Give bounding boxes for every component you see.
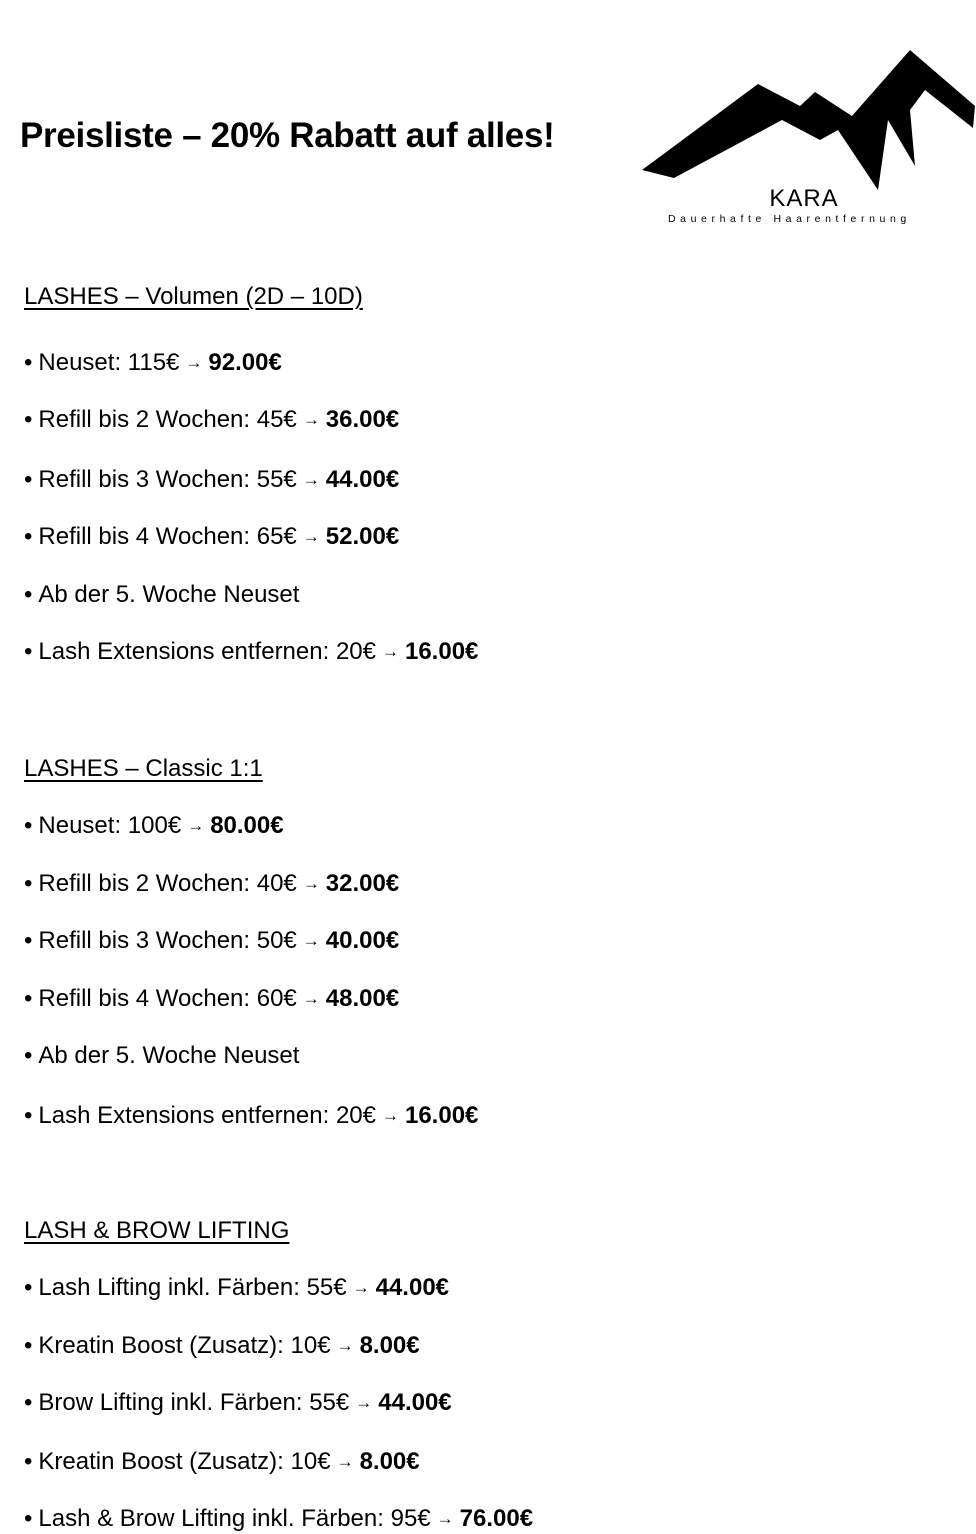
item-label: Lash Lifting inkl. Färben: <box>38 1274 300 1301</box>
new-price: 32.00€ <box>325 870 400 897</box>
item-label: Lash Extensions entfernen: <box>38 638 330 665</box>
section-heading-classic: LASHES – Classic 1:1 <box>24 755 263 782</box>
arrow-icon: → <box>336 1452 354 1471</box>
item-label: Ab der 5. Woche Neuset <box>38 581 300 608</box>
price-item <box>24 872 399 896</box>
old-price: 20€ <box>335 1102 376 1129</box>
price-item <box>24 525 399 549</box>
old-price: 50€ <box>256 927 297 954</box>
price-item <box>24 1104 478 1128</box>
old-price: 100€ <box>127 812 182 839</box>
new-price: 80.00€ <box>210 812 284 839</box>
price-item <box>24 583 299 607</box>
item-label: Refill bis 4 Wochen: <box>38 523 251 550</box>
arrow-icon: → <box>302 527 320 546</box>
new-price: 44.00€ <box>375 1274 450 1301</box>
new-price: 92.00€ <box>208 349 282 376</box>
bullet: • <box>24 1505 33 1532</box>
price-item <box>24 1044 299 1068</box>
arrow-icon: → <box>187 816 205 835</box>
price-item <box>24 1334 420 1358</box>
bullet: • <box>24 1102 33 1129</box>
arrow-icon: → <box>185 353 203 372</box>
mountain-icon <box>640 48 976 198</box>
old-price: 115€ <box>127 349 180 376</box>
new-price: 16.00€ <box>404 1102 479 1129</box>
new-price: 8.00€ <box>359 1332 420 1359</box>
old-price: 40€ <box>256 870 297 897</box>
old-price: 20€ <box>335 638 376 665</box>
old-price: 60€ <box>256 985 297 1012</box>
arrow-icon: → <box>352 1278 370 1297</box>
bullet: • <box>24 1389 33 1416</box>
section-heading-volumen: LASHES – Volumen (2D – 10D) <box>24 283 363 310</box>
price-item <box>24 408 399 432</box>
price-item <box>24 929 399 953</box>
price-item <box>24 1507 533 1531</box>
new-price: 44.00€ <box>325 466 400 493</box>
price-item <box>24 468 399 492</box>
old-price: 55€ <box>306 1274 347 1301</box>
new-price: 52.00€ <box>325 523 400 550</box>
old-price: 10€ <box>290 1332 331 1359</box>
arrow-icon: → <box>336 1336 354 1355</box>
old-price: 55€ <box>309 1389 350 1416</box>
bullet: • <box>24 812 33 839</box>
bullet: • <box>24 638 33 665</box>
logo-tagline: Dauerhafte Haarentfernung <box>668 213 911 225</box>
old-price: 55€ <box>256 466 297 493</box>
arrow-icon: → <box>302 931 320 950</box>
arrow-icon: → <box>381 1106 399 1125</box>
old-price: 45€ <box>256 406 297 433</box>
arrow-icon: → <box>381 642 399 661</box>
arrow-icon: → <box>302 874 320 893</box>
arrow-icon: → <box>436 1509 454 1528</box>
arrow-icon: → <box>302 989 320 1008</box>
item-label: Kreatin Boost (Zusatz): <box>38 1332 284 1359</box>
price-item <box>24 1450 420 1474</box>
item-label: Refill bis 2 Wochen: <box>38 406 251 433</box>
new-price: 44.00€ <box>378 1389 452 1416</box>
bullet: • <box>24 1274 33 1301</box>
arrow-icon: → <box>302 410 320 429</box>
bullet: • <box>24 349 33 376</box>
section-heading-lifting: LASH & BROW LIFTING <box>24 1217 290 1244</box>
price-item <box>24 814 284 838</box>
item-label: Brow Lifting inkl. Färben: <box>38 1389 303 1416</box>
item-label: Lash & Brow Lifting inkl. Färben: <box>38 1505 384 1532</box>
new-price: 16.00€ <box>404 638 479 665</box>
item-label: Ab der 5. Woche Neuset <box>38 1042 300 1069</box>
bullet: • <box>24 1448 33 1475</box>
price-item <box>24 351 282 375</box>
new-price: 36.00€ <box>325 406 400 433</box>
item-label: Neuset: <box>38 812 122 839</box>
new-price: 40.00€ <box>325 927 400 954</box>
item-label: Refill bis 3 Wochen: <box>38 466 251 493</box>
brand-logo <box>640 48 960 228</box>
new-price: 76.00€ <box>459 1505 534 1532</box>
new-price: 8.00€ <box>359 1448 420 1475</box>
price-item <box>24 1391 452 1415</box>
item-label: Refill bis 4 Wochen: <box>38 985 251 1012</box>
price-item <box>24 987 399 1011</box>
page-title: Preisliste – 20% Rabatt auf alles! <box>20 116 555 155</box>
old-price: 10€ <box>290 1448 331 1475</box>
price-item <box>24 640 478 664</box>
new-price: 48.00€ <box>325 985 400 1012</box>
bullet: • <box>24 1042 33 1069</box>
old-price: 65€ <box>256 523 297 550</box>
item-label: Refill bis 2 Wochen: <box>38 870 251 897</box>
bullet: • <box>24 523 33 550</box>
arrow-icon: → <box>302 470 320 489</box>
arrow-icon: → <box>355 1393 373 1412</box>
logo-name: KARA <box>769 185 839 212</box>
item-label: Neuset: <box>38 349 122 376</box>
bullet: • <box>24 406 33 433</box>
item-label: Refill bis 3 Wochen: <box>38 927 251 954</box>
item-label: Kreatin Boost (Zusatz): <box>38 1448 284 1475</box>
bullet: • <box>24 985 33 1012</box>
bullet: • <box>24 466 33 493</box>
bullet: • <box>24 870 33 897</box>
bullet: • <box>24 1332 33 1359</box>
old-price: 95€ <box>390 1505 431 1532</box>
price-item <box>24 1276 449 1300</box>
item-label: Lash Extensions entfernen: <box>38 1102 330 1129</box>
bullet: • <box>24 581 33 608</box>
bullet: • <box>24 927 33 954</box>
